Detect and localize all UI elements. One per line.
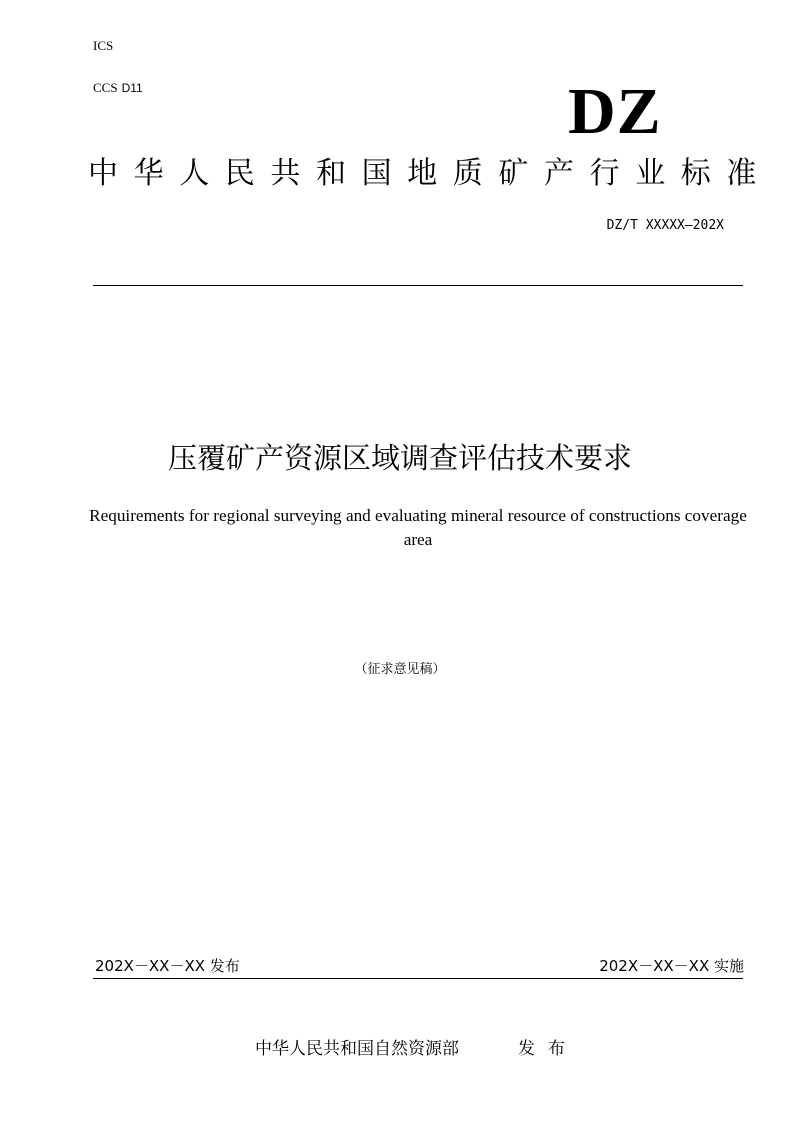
ccs-classification [93, 80, 143, 96]
ccs-label: CCS [93, 80, 118, 95]
standard-category-title: 中华人民共和国地质矿产行业标准 [88, 156, 772, 191]
implementation-date: 202X－XX－XX 实施 [599, 957, 744, 975]
dz-logo: DZ [568, 75, 662, 148]
top-divider [93, 285, 743, 286]
ccs-code: D11 [121, 81, 143, 95]
document-title-en: Requirements for regional surveying and evaluating mineral resource of constructions coverage area [89, 506, 747, 549]
ics-label: ICS [93, 38, 114, 53]
publisher-name: 中华人民共和国自然资源部 [255, 1039, 459, 1059]
issue-date: 202X－XX－XX 发布 [95, 957, 240, 975]
draft-note: （征求意见稿） [354, 662, 446, 677]
standard-number: DZ/T XXXXX—202X [606, 218, 724, 233]
publish-label: 发布 [518, 1039, 578, 1059]
document-title-zh: 压覆矿产资源区域调查评估技术要求 [167, 441, 632, 475]
bottom-divider [93, 978, 743, 979]
